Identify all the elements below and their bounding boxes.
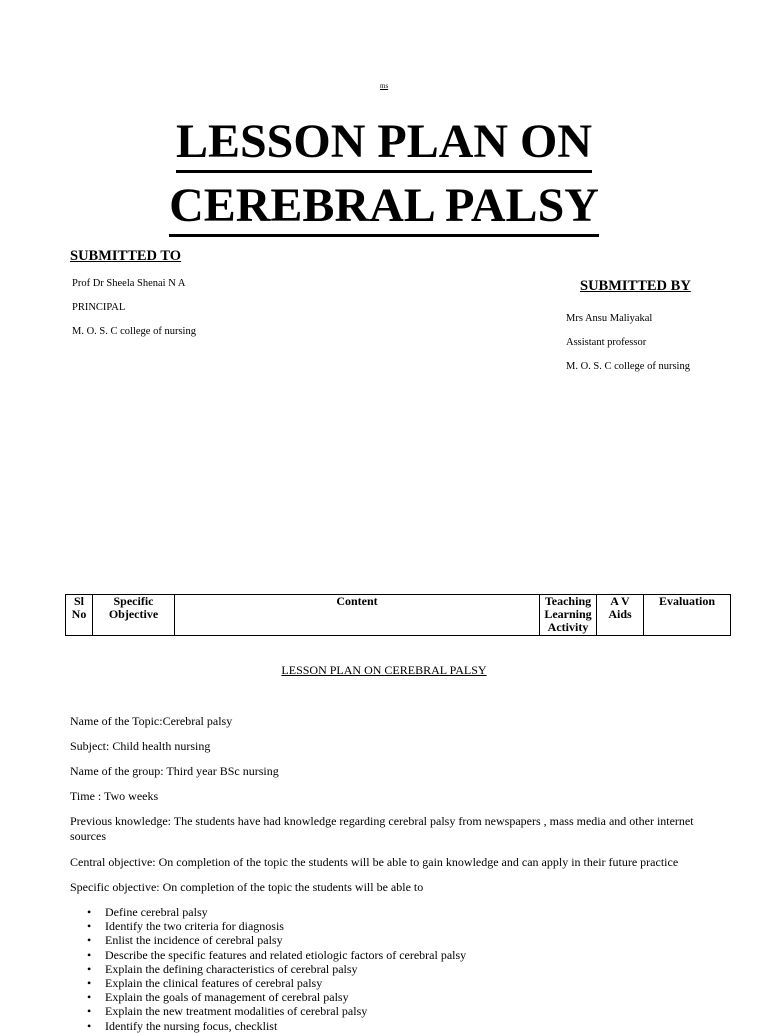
submitted-by-role: Assistant professor <box>566 337 647 348</box>
submitted-to-role: PRINCIPAL <box>72 302 126 313</box>
list-item: • Explain the goals of management of cerebral palsy <box>105 990 466 1004</box>
subject-line: Subject: Child health nursing <box>70 739 211 753</box>
submitted-to-college: M. O. S. C college of nursing <box>72 326 196 337</box>
list-item: • Enlist the incidence of cerebral palsy <box>105 933 466 947</box>
header-mark: ms <box>380 82 389 90</box>
header-av-aids: A V Aids <box>597 595 644 636</box>
previous-knowledge: Previous knowledge: The students have had knowledge regarding cerebral palsy from newspapers , mass media and other internet sources <box>70 814 694 843</box>
header-sl-no: Sl No <box>66 595 93 636</box>
specific-objective-intro: Specific objective: On completion of the topic the students will be able to <box>70 880 424 894</box>
list-item: • Explain the defining characteristics of cerebral palsy <box>105 962 466 976</box>
title-line-2: CEREBRAL PALSY <box>0 182 768 230</box>
submitted-by-heading: SUBMITTED BY <box>580 278 691 294</box>
time-line: Time : Two weeks <box>70 789 159 803</box>
submitted-to-heading: SUBMITTED TO <box>70 248 182 264</box>
submitted-to-name: Prof Dr Sheela Shenai N A <box>72 278 186 289</box>
list-item: • Explain the new treatment modalities of cerebral palsy <box>105 1004 466 1018</box>
list-item: • Identify the nursing focus, checklist <box>105 1019 466 1033</box>
header-specific-objective: Specific Objective <box>93 595 175 636</box>
header-teaching-learning-activity: Teaching Learning Activity <box>540 595 597 636</box>
topic-line: Name of the Topic:Cerebral palsy <box>70 714 233 728</box>
title-line-1: LESSON PLAN ON <box>0 118 768 166</box>
lesson-plan-title: LESSON PLAN ON CEREBRAL PALSY <box>281 663 487 677</box>
group-line: Name of the group: Third year BSc nursing <box>70 764 279 778</box>
submitted-by-college: M. O. S. C college of nursing <box>566 361 690 372</box>
submitted-by-name: Mrs Ansu Maliyakal <box>566 313 653 324</box>
central-objective: Central objective: On completion of the topic the students will be able to gain knowledge and can apply in their future practice <box>70 855 679 869</box>
list-item: • Define cerebral palsy <box>105 905 466 919</box>
header-evaluation: Evaluation <box>644 595 731 636</box>
header-content: Content <box>175 595 540 636</box>
list-item: • Identify the two criteria for diagnosis <box>105 919 466 933</box>
lesson-plan-table-header <box>65 594 731 636</box>
list-item: • Explain the clinical features of cerebral palsy <box>105 976 466 990</box>
list-item: • Describe the specific features and related etiologic factors of cerebral palsy <box>105 948 466 962</box>
objectives-list <box>70 905 466 1033</box>
